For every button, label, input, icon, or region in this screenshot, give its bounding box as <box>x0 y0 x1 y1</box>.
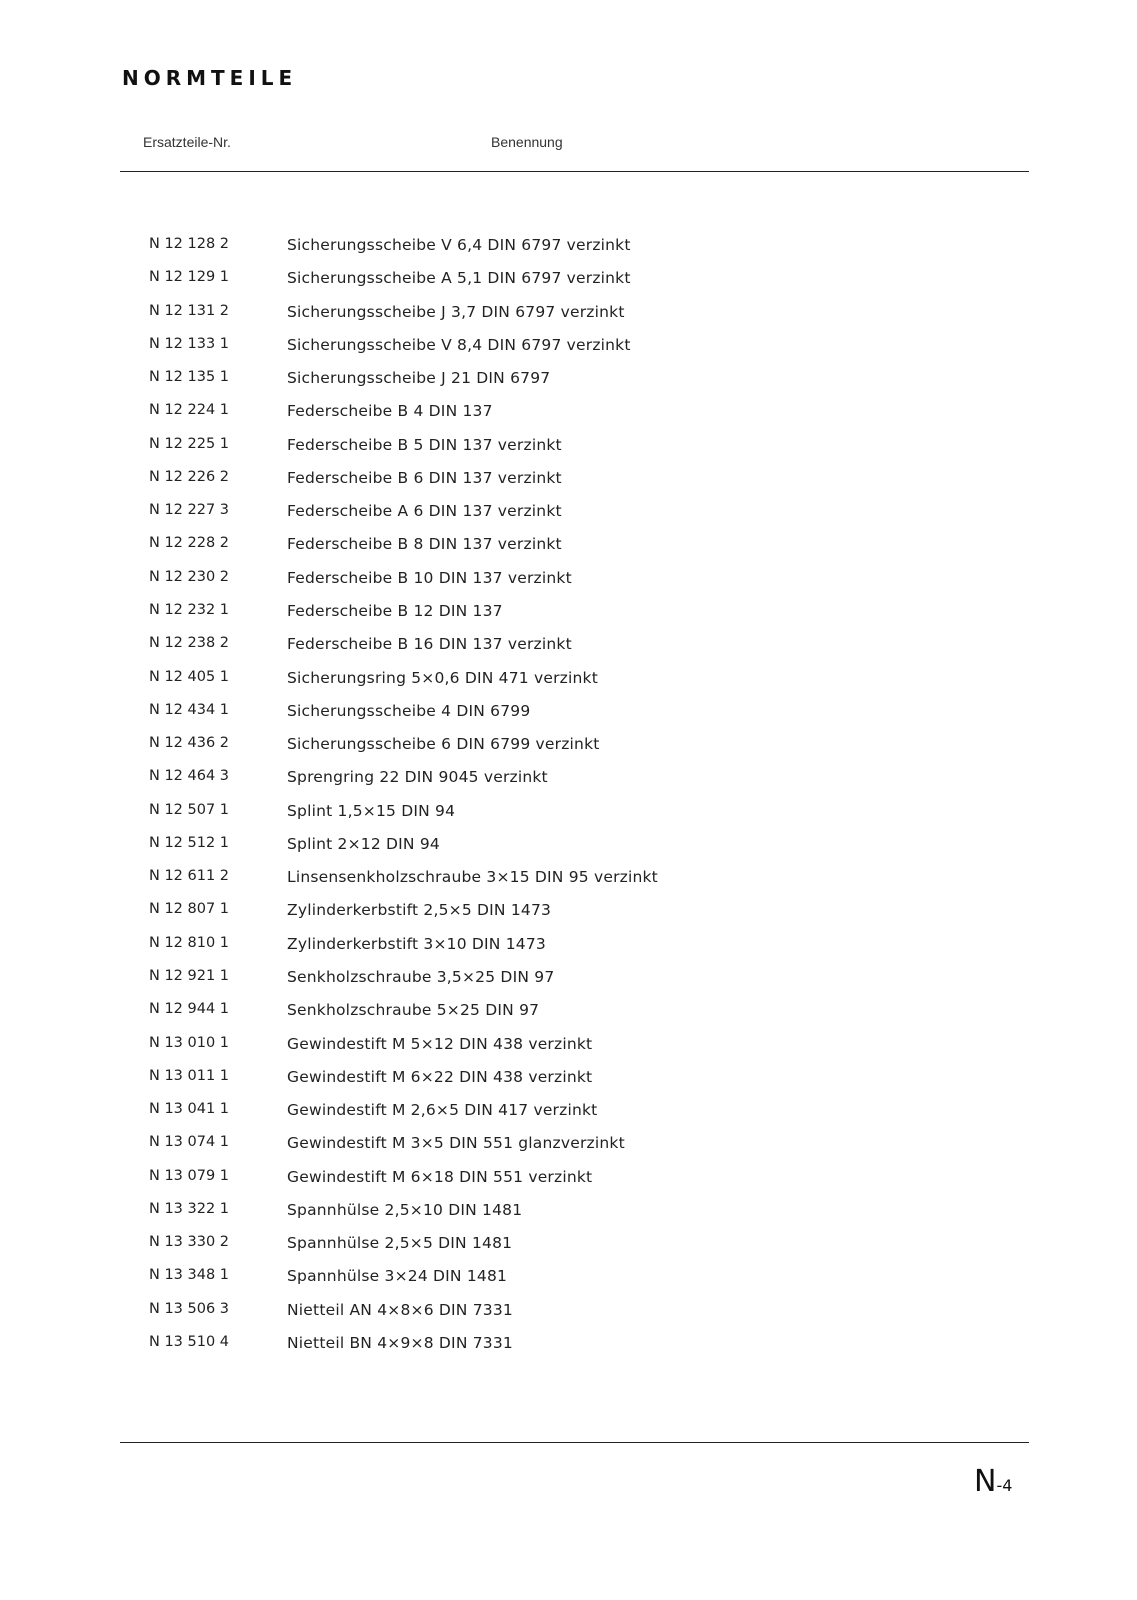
part-number: N 12 921 1 <box>149 968 230 984</box>
part-description: Federscheibe B 4 DIN 137 <box>287 402 493 421</box>
part-description: Senkholzschraube 3,5×25 DIN 97 <box>287 968 555 986</box>
table-row <box>0 1068 1137 1092</box>
part-number: N 12 224 1 <box>149 402 230 419</box>
table-row <box>0 436 1137 460</box>
part-number: N 13 011 1 <box>149 1067 230 1084</box>
part-description: Gewindestift M 6×18 DIN 551 verzinkt <box>287 1167 593 1186</box>
table-row <box>0 336 1137 360</box>
table-row <box>0 535 1137 559</box>
part-number: N 12 512 1 <box>149 834 230 851</box>
part-description: Zylinderkerbstift 3×10 DIN 1473 <box>287 934 546 953</box>
table-row <box>0 1035 1137 1059</box>
part-number: N 12 133 1 <box>149 335 230 352</box>
part-description: Zylinderkerbstift 2,5×5 DIN 1473 <box>287 901 552 920</box>
part-number: N 13 510 4 <box>149 1334 230 1350</box>
part-description: Federscheibe B 16 DIN 137 verzinkt <box>287 635 572 654</box>
column-header-part-number: Ersatzteile-Nr. <box>143 134 231 150</box>
part-description: Gewindestift M 3×5 DIN 551 glanzverzinkt <box>287 1134 625 1153</box>
part-number: N 13 348 1 <box>149 1267 230 1284</box>
table-row <box>0 868 1137 892</box>
part-description: Sprengring 22 DIN 9045 verzinkt <box>287 768 548 787</box>
part-number: N 12 436 2 <box>149 735 230 752</box>
part-description: Sicherungsscheibe 6 DIN 6799 verzinkt <box>287 735 600 754</box>
part-description: Federscheibe B 5 DIN 137 verzinkt <box>287 435 562 454</box>
part-description: Sicherungsscheibe V 8,4 DIN 6797 verzinkt <box>287 335 631 354</box>
table-row <box>0 768 1137 792</box>
part-number: N 12 225 1 <box>149 435 230 452</box>
table-row <box>0 1267 1137 1291</box>
part-description: Federscheibe B 6 DIN 137 verzinkt <box>287 468 562 487</box>
column-header-description: Benennung <box>491 134 563 150</box>
part-number: N 12 128 2 <box>149 236 230 252</box>
table-row <box>0 1201 1137 1225</box>
part-number: N 12 227 3 <box>149 502 230 519</box>
table-row <box>0 702 1137 726</box>
table-row <box>0 602 1137 626</box>
part-description: Spannhülse 2,5×10 DIN 1481 <box>287 1200 523 1219</box>
table-row <box>0 1134 1137 1158</box>
table-row <box>0 569 1137 593</box>
part-number: N 12 232 1 <box>149 602 230 618</box>
table-row <box>0 402 1137 426</box>
part-number: N 12 135 1 <box>149 369 230 386</box>
table-row <box>0 1334 1137 1358</box>
part-description: Splint 1,5×15 DIN 94 <box>287 801 456 820</box>
page-number <box>974 1464 1012 1499</box>
table-row <box>0 1001 1137 1025</box>
part-description: Sicherungsscheibe 4 DIN 6799 <box>287 701 531 720</box>
part-description: Nietteil BN 4×9×8 DIN 7331 <box>287 1334 513 1352</box>
part-description: Linsensenkholzschraube 3×15 DIN 95 verzinkt <box>287 868 658 887</box>
part-description: Sicherungsscheibe A 5,1 DIN 6797 verzinkt <box>287 269 631 288</box>
table-row <box>0 236 1137 260</box>
part-number: N 12 611 2 <box>149 868 230 885</box>
header-divider <box>120 171 1029 172</box>
table-row <box>0 502 1137 526</box>
part-number: N 12 507 1 <box>149 801 230 818</box>
table-row <box>0 269 1137 293</box>
table-row <box>0 369 1137 393</box>
table-row <box>0 635 1137 659</box>
part-description: Nietteil AN 4×8×6 DIN 7331 <box>287 1300 513 1319</box>
part-number: N 12 131 2 <box>149 302 230 319</box>
page-number-suffix: -4 <box>996 1476 1013 1495</box>
part-number: N 12 230 2 <box>149 568 230 585</box>
part-number: N 13 322 1 <box>149 1200 230 1217</box>
part-number: N 12 810 1 <box>149 934 230 951</box>
part-description: Senkholzschraube 5×25 DIN 97 <box>287 1001 540 1020</box>
part-number: N 12 226 2 <box>149 468 230 485</box>
part-number: N 12 464 3 <box>149 768 230 785</box>
table-row <box>0 835 1137 859</box>
part-number: N 12 434 1 <box>149 701 230 718</box>
part-number: N 12 944 1 <box>149 1001 230 1018</box>
part-number: N 13 010 1 <box>149 1034 230 1051</box>
page-number-letter: N <box>974 1464 997 1499</box>
part-description: Federscheibe B 8 DIN 137 verzinkt <box>287 535 562 554</box>
table-row <box>0 968 1137 992</box>
footer-divider <box>120 1442 1029 1443</box>
page-title: NORMTEILE <box>122 66 298 90</box>
table-row <box>0 669 1137 693</box>
part-number: N 13 074 1 <box>149 1134 230 1151</box>
part-number: N 13 079 1 <box>149 1167 230 1184</box>
table-row <box>0 901 1137 925</box>
part-number: N 12 238 2 <box>149 635 230 652</box>
part-number: N 12 228 2 <box>149 535 230 552</box>
part-number: N 13 330 2 <box>149 1234 230 1251</box>
part-description: Gewindestift M 5×12 DIN 438 verzinkt <box>287 1034 593 1053</box>
part-number: N 12 807 1 <box>149 901 230 918</box>
part-description: Sicherungsscheibe J 3,7 DIN 6797 verzinkt <box>287 302 625 321</box>
table-row <box>0 1234 1137 1258</box>
part-description: Sicherungsring 5×0,6 DIN 471 verzinkt <box>287 668 598 687</box>
part-number: N 13 041 1 <box>149 1101 230 1118</box>
table-row <box>0 1301 1137 1325</box>
table-row <box>0 303 1137 327</box>
table-row <box>0 1168 1137 1192</box>
part-number: N 13 506 3 <box>149 1300 230 1317</box>
table-row <box>0 469 1137 493</box>
part-description: Sicherungsscheibe V 6,4 DIN 6797 verzinkt <box>287 236 631 254</box>
part-number: N 12 405 1 <box>149 668 230 685</box>
part-description: Spannhülse 2,5×5 DIN 1481 <box>287 1234 513 1253</box>
part-description: Federscheibe B 12 DIN 137 <box>287 602 503 620</box>
part-description: Splint 2×12 DIN 94 <box>287 834 440 853</box>
part-description: Spannhülse 3×24 DIN 1481 <box>287 1267 508 1286</box>
table-row <box>0 802 1137 826</box>
part-description: Federscheibe A 6 DIN 137 verzinkt <box>287 502 562 521</box>
table-row <box>0 735 1137 759</box>
part-description: Gewindestift M 2,6×5 DIN 417 verzinkt <box>287 1101 598 1120</box>
part-number: N 12 129 1 <box>149 269 230 286</box>
table-row <box>0 935 1137 959</box>
part-description: Gewindestift M 6×22 DIN 438 verzinkt <box>287 1067 593 1086</box>
table-row <box>0 1101 1137 1125</box>
part-description: Sicherungsscheibe J 21 DIN 6797 <box>287 369 551 388</box>
part-description: Federscheibe B 10 DIN 137 verzinkt <box>287 568 572 587</box>
